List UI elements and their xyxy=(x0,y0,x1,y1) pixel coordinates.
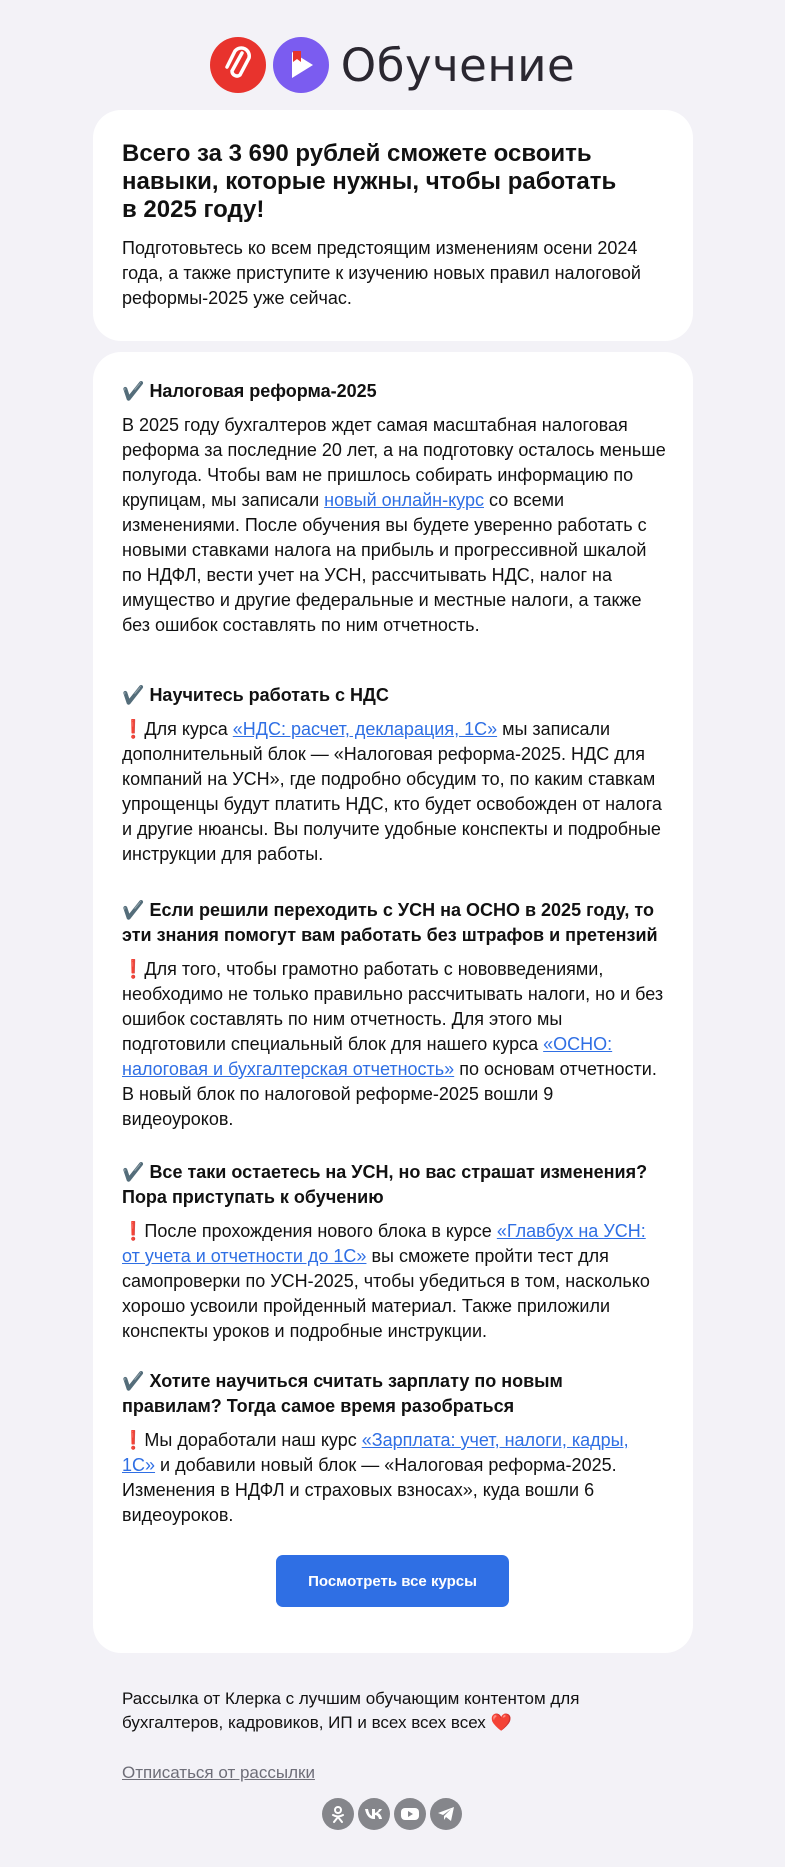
section-title: ✔️ Научитесь работать с НДС xyxy=(122,685,389,705)
section-usn xyxy=(122,1160,666,1344)
telegram-icon[interactable] xyxy=(430,1798,462,1830)
paperclip-icon[interactable] xyxy=(210,37,266,93)
section-tax-reform xyxy=(122,379,666,638)
course-link-vat[interactable]: «НДС: расчет, декларация, 1С» xyxy=(232,719,498,739)
section-body: В 2025 году бухгалтеров ждет самая масштабная налоговая реформа за последние 20 лет, а на подготовку осталось меньше полугода. Чтобы вам не пришлось собирать информацию по крупицам, мы записали новый онлайн-курс со всеми изменениями. После обучения вы будете уверенно работать с новыми ставками налога на прибыль и прогрессивной шкалой по НДФЛ, вести учет на УСН, рассчитывать НДС, налог на имущество и другие федеральные и местные налоги, а также без ошибок составлять по ним отчетность. xyxy=(122,415,666,635)
course-link-salary[interactable]: «Зарплата: учет, налоги, кадры, 1С» xyxy=(122,1430,629,1475)
section-body: ❗Мы доработали наш курс «Зарплата: учет, налоги, кадры, 1С» и добавили новый блок — «Налоговая реформа-2025. Изменения в НДФЛ и страховых взносах», куда вошли 6 видеоуроков. xyxy=(122,1430,629,1525)
youtube-icon[interactable] xyxy=(394,1798,426,1830)
intro-text: Подготовьтесь ко всем предстоящим изменениям осени 2024 года, а также приступите к изучению новых правил налоговой реформы-2025 уже сейчас. xyxy=(122,238,641,308)
exclamation-icon: ❗ xyxy=(122,719,145,739)
section-title: ✔️ Хотите научиться считать зарплату по новым правилам? Тогда самое время разобраться xyxy=(122,1371,563,1416)
section-osno xyxy=(122,898,666,1132)
course-link-new-online[interactable]: новый онлайн-курс xyxy=(324,490,484,510)
section-title: ✔️ Если решили переходить с УСН на ОСНО в 2025 году, то эти знания помогут вам работать без штрафов и претензий xyxy=(122,900,658,945)
intro-card xyxy=(93,110,693,341)
social-links xyxy=(322,1798,462,1830)
section-vat xyxy=(122,683,666,867)
check-mark-icon: ✔️ xyxy=(122,381,145,401)
play-bookmark-icon[interactable] xyxy=(273,37,329,93)
brand-header xyxy=(0,34,785,96)
view-all-courses-button[interactable]: Посмотреть все курсы xyxy=(276,1555,509,1607)
course-link-osno[interactable]: «ОСНО: налоговая и бухгалтерская отчетность» xyxy=(122,1034,613,1079)
courses-card xyxy=(93,352,693,1653)
exclamation-icon: ❗ xyxy=(122,1221,145,1241)
course-link-usn[interactable]: «Главбух на УСН: от учета и отчетности до 1С» xyxy=(122,1221,646,1266)
section-title: ✔️ Все таки остаетесь на УСН, но вас страшат изменения? Пора приступать к обучению xyxy=(122,1162,648,1207)
check-mark-icon: ✔️ xyxy=(122,1371,145,1391)
vk-icon[interactable] xyxy=(358,1798,390,1830)
exclamation-icon: ❗ xyxy=(122,959,145,979)
section-salary xyxy=(122,1369,666,1528)
check-mark-icon: ✔️ xyxy=(122,685,145,705)
section-title: ✔️ Налоговая реформа-2025 xyxy=(122,381,377,401)
brand-title: Обучение xyxy=(340,38,576,92)
footer-text: Рассылка от Клерка с лучшим обучающим контентом для бухгалтеров, кадровиков, ИП и всех всех всех ❤️ xyxy=(122,1689,580,1732)
unsubscribe-link[interactable]: Отписаться от рассылки xyxy=(122,1763,315,1782)
exclamation-icon: ❗ xyxy=(122,1430,145,1450)
check-mark-icon: ✔️ xyxy=(122,1162,145,1182)
intro-heading: Всего за 3 690 рублей сможете освоить навыки, которые нужны, чтобы работать в 2025 году! xyxy=(122,140,617,223)
section-body: ❗Для курса «НДС: расчет, декларация, 1С» мы записали дополнительный блок — «Налоговая реформа-2025. НДС для компаний на УСН», где подробно обсудим то, по каким ставкам упрощенцы будут платить НДС, кто будет освобожден от налога и другие нюансы. Вы получите удобные конспекты и подробные инструкции для работы. xyxy=(122,719,662,864)
section-body: ❗После прохождения нового блока в курсе «Главбух на УСН: от учета и отчетности до 1С» вы сможете пройти тест для самопроверки по УСН-2025, чтобы убедиться в том, насколько хорошо усвоили пройденный материал. Также приложили конспекты уроков и подробные инструкции. xyxy=(122,1221,650,1341)
section-body: ❗Для того, чтобы грамотно работать с нововведениями, необходимо не только правильно рассчитывать налоги, но и без ошибок составлять по ним отчетность. Для этого мы подготовили специальный блок для нашего курса «ОСНО: налоговая и бухгалтерская отчетность» по основам отчетности. В новый блок по налоговой реформе-2025 вошли 9 видеоуроков. xyxy=(122,959,664,1129)
check-mark-icon: ✔️ xyxy=(122,900,145,920)
odnoklassniki-icon[interactable] xyxy=(322,1798,354,1830)
